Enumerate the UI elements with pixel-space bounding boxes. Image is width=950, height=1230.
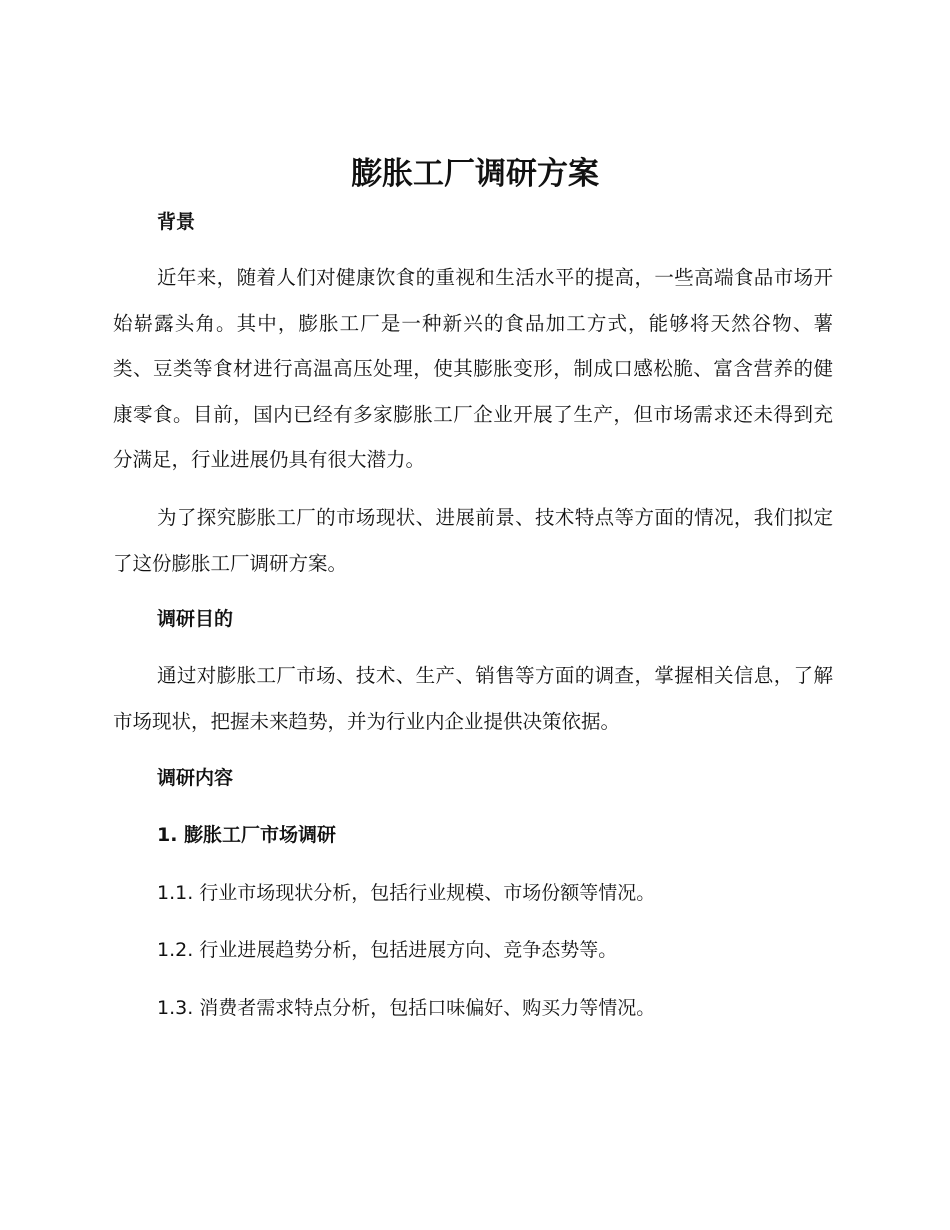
purpose-paragraph: 通过对膨胀工厂市场、技术、生产、销售等方面的调查，掌握相关信息，了解市场现状，把握未来趋势，并为行业内企业提供决策依据。	[113, 664, 833, 733]
section-heading-purpose: 调研目的	[157, 608, 234, 630]
document-title: 膨胀工厂调研方案	[351, 156, 599, 192]
content-item: 1.1. 行业市场现状分析，包括行业规模、市场份额等情况。	[157, 882, 656, 904]
content-item: 1.3. 消费者需求特点分析，包括口味偏好、购买力等情况。	[157, 997, 656, 1019]
content-item: 1.2. 行业进展趋势分析，包括进展方向、竞争态势等。	[157, 939, 618, 961]
content-subheading: 1. 膨胀工厂市场调研	[157, 824, 337, 846]
background-paragraph-1: 近年来，随着人们对健康饮食的重视和生活水平的提高，一些高端食品市场开始崭露头角。其中，膨胀工厂是一种新兴的食品加工方式，能够将天然谷物、薯类、豆类等食材进行高温高压处理，使其膨胀变形，制成口感松脆、富含营养的健康零食。目前，国内已经有多家膨胀工厂企业开展了生产，但市场需求还未得到充分满足，行业进展仍具有很大潜力。	[113, 266, 833, 471]
background-paragraph-2: 为了探究膨胀工厂的市场现状、进展前景、技术特点等方面的情况，我们拟定了这份膨胀工厂调研方案。	[113, 506, 833, 575]
section-heading-content: 调研内容	[157, 767, 234, 789]
section-heading-background: 背景	[157, 211, 196, 233]
